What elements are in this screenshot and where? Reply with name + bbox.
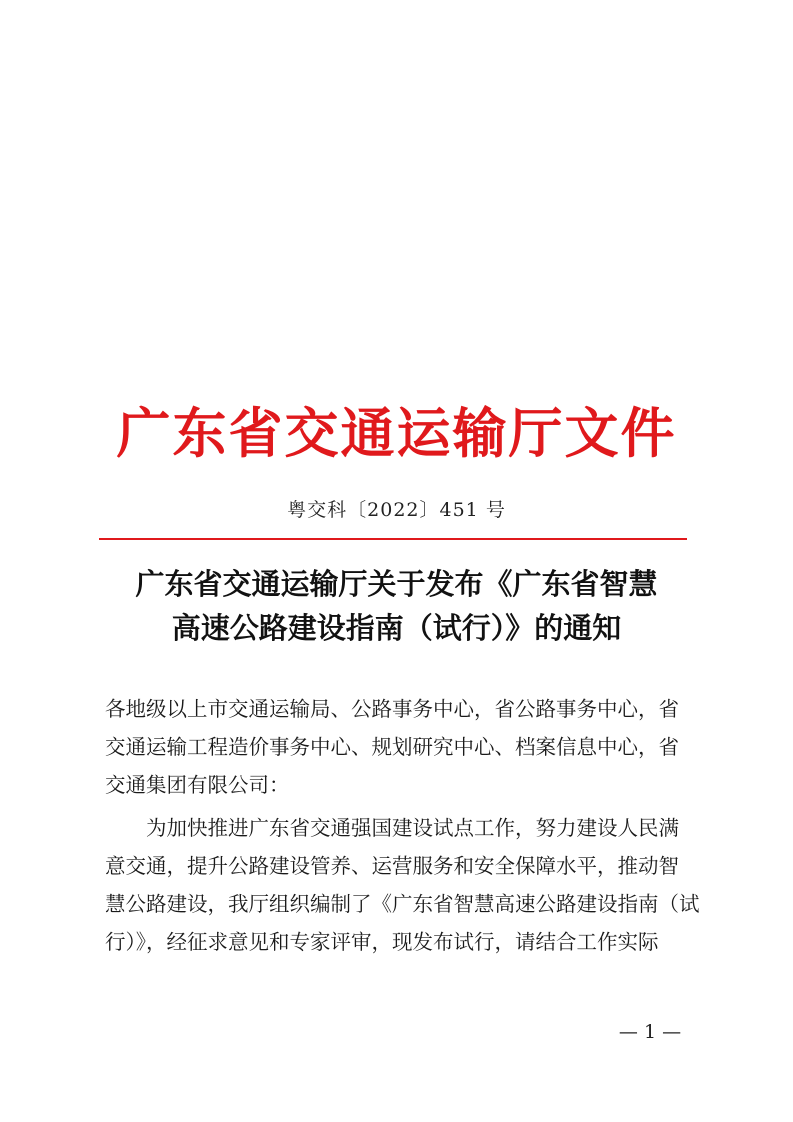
notice-body (105, 690, 700, 961)
red-divider-rule (99, 538, 687, 540)
recipients-block (105, 690, 687, 804)
recipients-line: 交通运输工程造价事务中心、规划研究中心、档案信息中心，省 (105, 735, 679, 759)
page-number: — 1 — (618, 1021, 682, 1043)
notice-title (0, 562, 793, 650)
recipients-line: 各地级以上市交通运输局、公路事务中心，省公路事务中心，省 (105, 697, 679, 721)
notice-title-line-2: 高速公路建设指南（试行）》的通知 (171, 611, 622, 645)
paragraph-line: 行）》，经征求意见和专家评审，现发布试行，请结合工作实际 (105, 930, 659, 954)
paragraph-line: 意交通，提升公路建设管养、运营服务和安全保障水平，推动智 (105, 854, 679, 878)
body-paragraph (105, 809, 700, 961)
notice-title-line-1: 广东省交通运输厅关于发布《广东省智慧 (135, 567, 658, 601)
document-number: 粤交科〔2022〕451 号 (287, 499, 506, 521)
paragraph-line: 慧公路建设，我厅组织编制了《广东省智慧高速公路建设指南（试 (105, 892, 700, 916)
recipients-line: 交通集团有限公司： (105, 773, 290, 797)
masthead-title: 广东省交通运输厅文件 (116, 401, 677, 465)
paragraph-line: 为加快推进广东省交通强国建设试点工作，努力建设人民满 (146, 816, 679, 840)
